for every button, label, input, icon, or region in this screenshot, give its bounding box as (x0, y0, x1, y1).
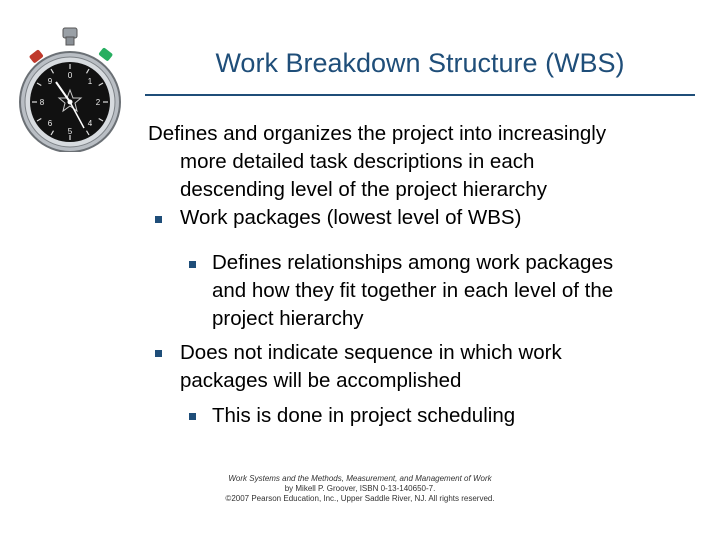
svg-text:6: 6 (47, 119, 53, 128)
svg-text:1: 1 (87, 77, 93, 86)
bullet-2-line-1: Does not indicate sequence in which work (180, 341, 562, 364)
slide-title: Work Breakdown Structure (WBS) (215, 48, 625, 78)
slide-footer (150, 474, 570, 504)
footer-book-title: Work Systems and the Methods, Measurement, and Management of Work (228, 474, 492, 483)
svg-text:2: 2 (95, 98, 101, 107)
bullet-2-line-2: packages will be accomplished (180, 369, 462, 392)
sub-bullet-1-line-3: project hierarchy (212, 307, 364, 330)
bullet-square-icon (154, 349, 163, 358)
footer-line-2: by Mikell P. Groover, ISBN 0-13-140650-7. (284, 484, 436, 493)
bullet-square-icon (188, 260, 197, 269)
svg-text:8: 8 (39, 98, 45, 107)
intro-line-2: more detailed task descriptions in each (180, 150, 535, 173)
svg-text:0: 0 (67, 71, 73, 80)
footer-line-3: ©2007 Pearson Education, Inc., Upper Saddle River, NJ. All rights reserved. (225, 494, 495, 503)
sub-bullet-1-line-1: Defines relationships among work packages (212, 251, 614, 274)
stopwatch-icon (8, 22, 128, 152)
bullet-square-icon (188, 412, 197, 421)
svg-text:9: 9 (47, 77, 53, 86)
footer-line-1 (150, 474, 570, 484)
svg-text:5: 5 (67, 127, 73, 136)
svg-text:4: 4 (87, 119, 93, 128)
title-divider (145, 94, 695, 96)
intro-line-1: Defines and organizes the project into increasingly (148, 122, 607, 145)
bullet-1-text: Work packages (lowest level of WBS) (180, 206, 522, 229)
sub-bullet-2-text: This is done in project scheduling (212, 404, 516, 427)
sub-bullet-1-line-2: and how they fit together in each level of the (212, 279, 614, 302)
bullet-square-icon (154, 215, 163, 224)
intro-line-3: descending level of the project hierarchy (180, 178, 547, 201)
